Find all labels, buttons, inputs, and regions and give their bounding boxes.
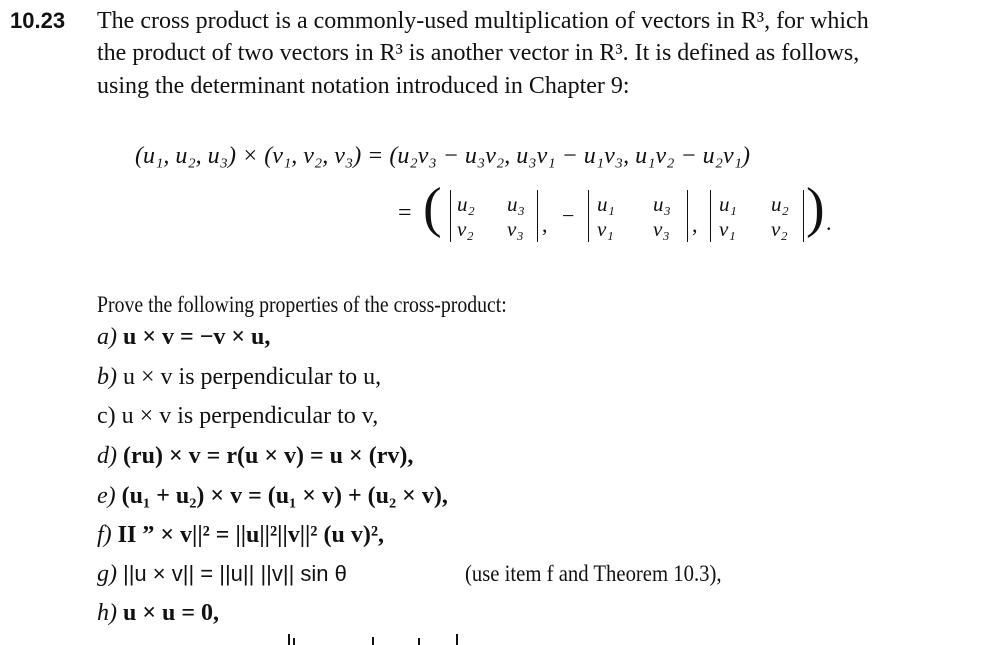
- property-g-note: (use item f and Theorem 10.3),: [465, 561, 722, 586]
- problem-number: 10.23: [10, 8, 66, 33]
- property-g: [97, 561, 347, 588]
- property-b-text: u × v is perpendicular to u,: [123, 364, 382, 390]
- minus-sign: −: [562, 203, 575, 228]
- det1-d: v₃: [507, 217, 524, 241]
- property-c: [97, 403, 378, 430]
- property-c-label: c): [97, 403, 116, 429]
- det1-b: u₃: [507, 192, 525, 216]
- property-e: [97, 483, 448, 510]
- property-f-label: f): [97, 522, 112, 548]
- property-f-text: II ” × v||² = ||u||²||v||² (u v)²,: [117, 522, 385, 548]
- property-a: [97, 324, 270, 351]
- close-paren: ): [806, 177, 825, 239]
- property-a-text: u × v = −v × u,: [123, 324, 271, 350]
- intro-line-1: The cross product is a commonly-used multiplication of vectors in R³, for which: [97, 8, 869, 34]
- det1-c: v₂: [457, 217, 474, 241]
- property-g-label: g): [97, 561, 117, 587]
- property-d-text: (ru) × v = r(u × v) = u × (rv),: [123, 443, 414, 469]
- property-e-label: e): [97, 483, 116, 509]
- det3-b: u₂: [771, 192, 789, 216]
- comma-2: ,: [692, 212, 698, 237]
- period: .: [826, 210, 832, 235]
- property-h-label: h): [97, 600, 117, 626]
- det2-b: u₃: [653, 192, 671, 216]
- equals-sign: =: [398, 200, 412, 226]
- open-paren: (: [423, 177, 442, 239]
- determinant-2: [588, 190, 688, 242]
- det2-c: v₁: [597, 217, 614, 241]
- det3-c: v₁: [719, 217, 736, 241]
- property-d-label: d): [97, 443, 117, 469]
- cutoff-text-fragment: [280, 634, 480, 645]
- det1-a: u₂: [457, 192, 475, 216]
- property-g-text: ||u × v|| = ||u|| ||v|| sin θ: [123, 561, 347, 586]
- det3-d: v₂: [771, 217, 788, 241]
- property-h: [97, 600, 219, 627]
- property-b: [97, 364, 381, 391]
- intro-line-3: using the determinant notation introduced in Chapter 9:: [97, 73, 630, 99]
- property-e-text: (u₁ + u₂) × v = (u₁ × v) + (u₂ × v),: [121, 483, 448, 509]
- det2-d: v₃: [653, 217, 670, 241]
- property-c-text: u × v is perpendicular to v,: [121, 403, 379, 429]
- property-h-text: u × u = 0,: [123, 600, 220, 626]
- intro-line-2: the product of two vectors in R³ is another vector in R³. It is defined as follows,: [97, 40, 860, 66]
- cross-product-definition: (u₁, u₂, u₃) × (v₁, v₂, v₃) = (u₂v₃ − u₃v₂, u₃v₁ − u₁v₃, u₁v₂ − u₂v₁): [135, 143, 750, 169]
- property-d: [97, 443, 413, 470]
- property-b-label: b): [97, 364, 117, 390]
- prove-heading: Prove the following properties of the cross-product:: [97, 292, 507, 317]
- det3-a: u₁: [719, 192, 737, 216]
- property-f: [97, 522, 384, 549]
- det2-a: u₁: [597, 192, 615, 216]
- comma-1: ,: [542, 212, 548, 237]
- property-a-label: a): [97, 324, 117, 350]
- determinant-3: [710, 190, 804, 242]
- determinant-1: [450, 190, 538, 242]
